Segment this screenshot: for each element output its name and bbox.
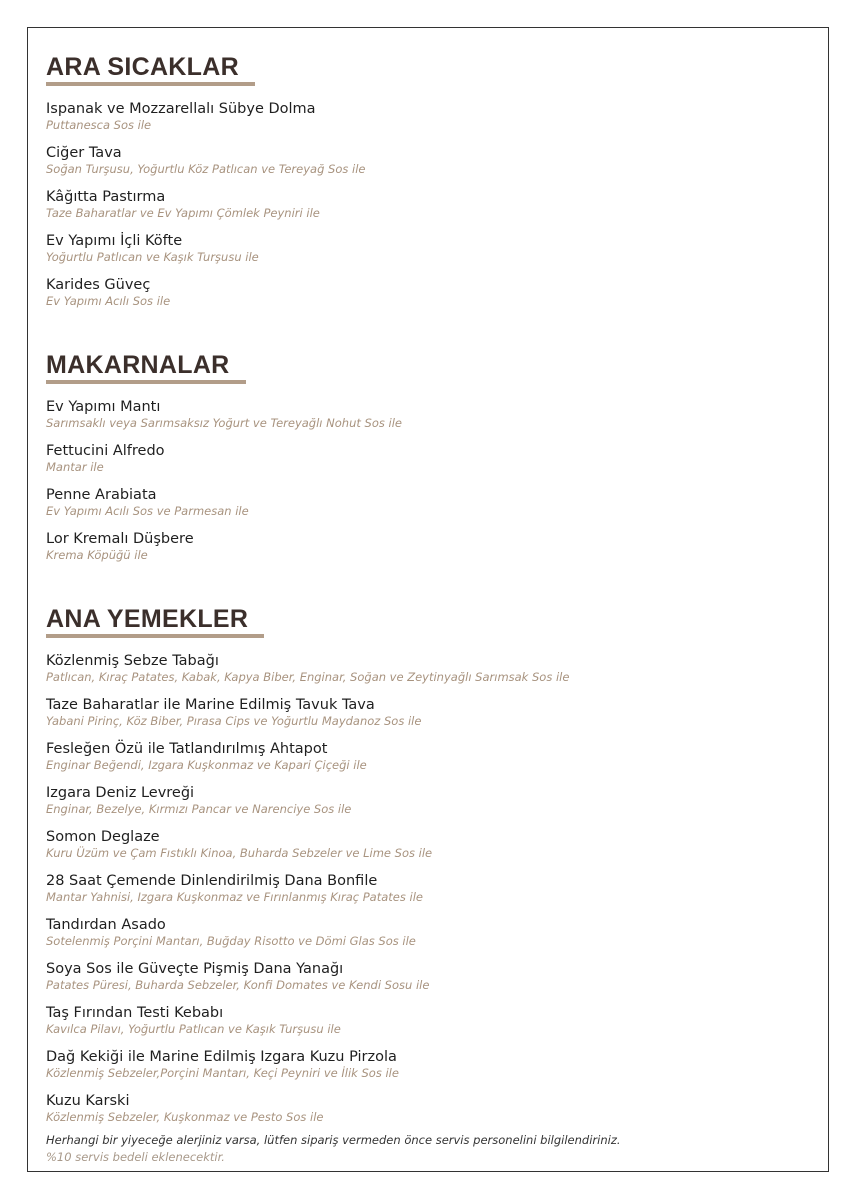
menu-item-name: Ispanak ve Mozzarellalı Sübye Dolma <box>46 101 316 117</box>
menu-item-description: Soğan Turşusu, Yoğurtlu Köz Patlıcan ve Tereyağ Sos ile <box>46 162 366 176</box>
menu-item <box>46 232 827 276</box>
menu-item <box>46 1048 827 1092</box>
menu-item-description: Kavılca Pilavı, Yoğurtlu Patlıcan ve Kaşık Turşusu ile <box>46 1022 341 1036</box>
menu-item-name: Kâğıtta Pastırma <box>46 189 166 205</box>
menu-item-name: Ev Yapımı Mantı <box>46 399 161 415</box>
menu-item-name: Izgara Deniz Levreği <box>46 785 195 801</box>
menu-item-description: Yabani Pirinç, Köz Biber, Pırasa Cips ve Yoğurtlu Maydanoz Sos ile <box>46 714 422 728</box>
menu-item-description: Közlenmiş Sebzeler, Kuşkonmaz ve Pesto Sos ile <box>46 1110 324 1124</box>
menu-item-name: Somon Deglaze <box>46 829 160 845</box>
menu-item-name: Dağ Kekiği ile Marine Edilmiş Izgara Kuzu Pirzola <box>46 1049 397 1065</box>
menu-section <box>46 350 827 574</box>
menu-item <box>46 740 827 784</box>
menu-item <box>46 696 827 740</box>
menu-item-description: Taze Baharatlar ve Ev Yapımı Çömlek Peyniri ile <box>46 206 320 220</box>
menu-item-name: Fesleğen Özü ile Tatlandırılmış Ahtapot <box>46 741 328 757</box>
menu-item-name: Kuzu Karski <box>46 1093 130 1109</box>
menu-item-name: Taş Fırından Testi Kebabı <box>46 1005 224 1021</box>
menu-item <box>46 144 827 188</box>
menu-section <box>46 604 827 1136</box>
menu-content <box>46 52 827 1166</box>
menu-item-description: Puttanesca Sos ile <box>46 118 152 132</box>
menu-item-description: Patates Püresi, Buharda Sebzeler, Konfi Domates ve Kendi Sosu ile <box>46 978 430 992</box>
menu-footer <box>46 1132 621 1166</box>
menu-item <box>46 276 827 320</box>
menu-item-name: Taze Baharatlar ile Marine Edilmiş Tavuk Tava <box>46 697 375 713</box>
menu-item-description: Ev Yapımı Acılı Sos ile <box>46 294 171 308</box>
menu-item-description: Sotelenmiş Porçini Mantarı, Buğday Risotto ve Dömi Glas Sos ile <box>46 934 416 948</box>
menu-item <box>46 188 827 232</box>
menu-item <box>46 442 827 486</box>
menu-item-name: Lor Kremalı Düşbere <box>46 531 194 547</box>
menu-item-name: Karides Güveç <box>46 277 151 293</box>
menu-item-description: Ev Yapımı Acılı Sos ve Parmesan ile <box>46 504 249 518</box>
menu-item <box>46 652 827 696</box>
menu-item <box>46 828 827 872</box>
menu-item-name: Ciğer Tava <box>46 145 122 161</box>
menu-item-description: Sarımsaklı veya Sarımsaksız Yoğurt ve Tereyağlı Nohut Sos ile <box>46 416 402 430</box>
menu-item <box>46 872 827 916</box>
menu-item <box>46 960 827 1004</box>
menu-item <box>46 784 827 828</box>
menu-section <box>46 52 827 320</box>
menu-item <box>46 530 827 574</box>
allergy-note: Herhangi bir yiyeceğe alerjiniz varsa, lütfen sipariş vermeden önce servis personelini bilgilendiriniz. <box>46 1133 621 1147</box>
menu-item-name: Közlenmiş Sebze Tabağı <box>46 653 219 669</box>
menu-item-description: Közlenmiş Sebzeler,Porçini Mantarı, Keçi Peyniri ve İlik Sos ile <box>46 1066 399 1080</box>
menu-item-description: Yoğurtlu Patlıcan ve Kaşık Turşusu ile <box>46 250 259 264</box>
section-heading: MAKARNALAR <box>46 350 246 384</box>
menu-item-name: Ev Yapımı İçli Köfte <box>46 233 183 249</box>
menu-item-name: 28 Saat Çemende Dinlendirilmiş Dana Bonfile <box>46 873 378 889</box>
menu-item <box>46 398 827 442</box>
menu-item <box>46 916 827 960</box>
menu-item <box>46 1092 827 1136</box>
menu-item <box>46 1004 827 1048</box>
menu-item-description: Enginar, Bezelye, Kırmızı Pancar ve Narenciye Sos ile <box>46 802 352 816</box>
menu-item-name: Soya Sos ile Güveçte Pişmiş Dana Yanağı <box>46 961 344 977</box>
menu-item-description: Patlıcan, Kıraç Patates, Kabak, Kapya Biber, Enginar, Soğan ve Zeytinyağlı Sarımsak Sos ile <box>46 670 570 684</box>
menu-item <box>46 486 827 530</box>
menu-item-description: Krema Köpüğü ile <box>46 548 148 562</box>
menu-item-name: Fettucini Alfredo <box>46 443 165 459</box>
menu-item-name: Penne Arabiata <box>46 487 157 503</box>
service-charge-note: %10 servis bedeli eklenecektir. <box>46 1150 225 1164</box>
menu-item-description: Mantar Yahnisi, Izgara Kuşkonmaz ve Fırınlanmış Kıraç Patates ile <box>46 890 423 904</box>
menu-item-description: Mantar ile <box>46 460 104 474</box>
section-heading: ANA YEMEKLER <box>46 604 264 638</box>
menu-item <box>46 100 827 144</box>
menu-item-description: Enginar Beğendi, Izgara Kuşkonmaz ve Kapari Çiçeği ile <box>46 758 367 772</box>
section-heading: ARA SICAKLAR <box>46 52 255 86</box>
menu-item-name: Tandırdan Asado <box>46 917 166 933</box>
menu-item-description: Kuru Üzüm ve Çam Fıstıklı Kinoa, Buharda Sebzeler ve Lime Sos ile <box>46 846 433 860</box>
